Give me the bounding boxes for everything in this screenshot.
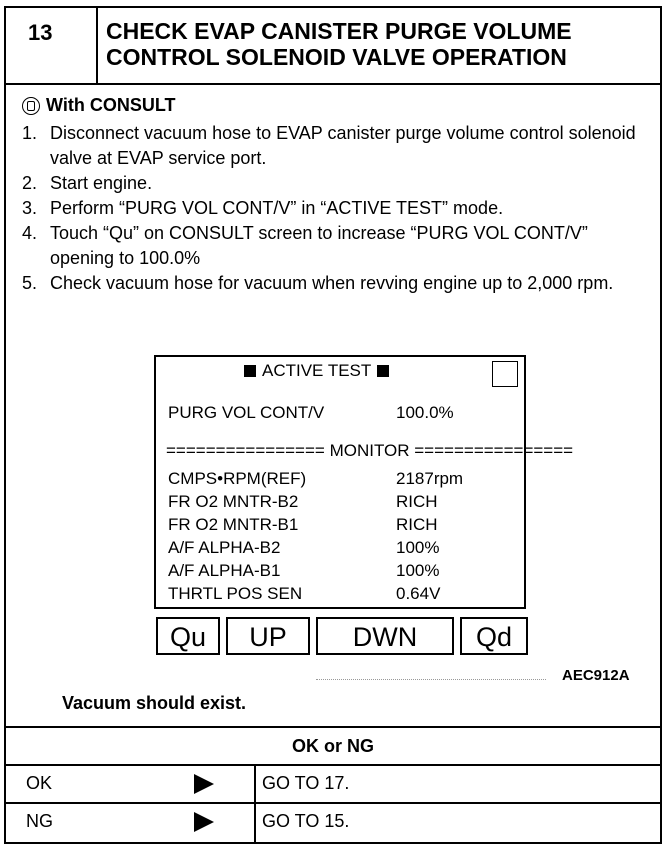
result-row-ok: [6, 766, 660, 804]
result-action: GO TO 15.: [262, 811, 350, 831]
instruction-list: [18, 121, 648, 296]
instruction-text: Touch “Qu” on CONSULT screen to increase “PURG VOL CONT/V” opening to 100.0%: [50, 223, 588, 268]
result-label: OK: [26, 773, 53, 793]
monitor-row: [168, 515, 518, 538]
instruction-number: 4.: [22, 223, 38, 243]
instruction-number: 2.: [22, 173, 38, 193]
instruction-text: Start engine.: [50, 173, 153, 193]
monitor-value: 0.64V: [396, 584, 441, 603]
instruction-item: [18, 271, 648, 296]
instruction-text: Perform “PURG VOL CONT/V” in “ACTIVE TEST” mode.: [50, 198, 504, 218]
monitor-key: FR O2 MNTR-B1: [168, 515, 299, 534]
step-header: [6, 8, 660, 85]
monitor-key: A/F ALPHA-B2: [168, 538, 281, 557]
result-row-ng: [6, 804, 660, 842]
expected-result: Vacuum should exist.: [62, 693, 247, 713]
with-consult-heading: [22, 95, 175, 116]
monitor-row: [168, 584, 518, 607]
decision-label: OK or NG: [6, 726, 660, 766]
title-line-2: CONTROL SOLENOID VALVE OPERATION: [106, 44, 567, 70]
instruction-text: Check vacuum hose for vacuum when revving engine up to 2,000 rpm.: [50, 273, 614, 293]
monitor-key: FR O2 MNTR-B2: [168, 492, 299, 511]
qd-button[interactable]: Qd: [460, 617, 528, 655]
square-bullet-icon: [377, 365, 389, 377]
figure-caption-dots: [316, 679, 546, 680]
instruction-item: [18, 121, 648, 171]
monitor-key: THRTL POS SEN: [168, 584, 303, 603]
monitor-value: 100%: [396, 538, 440, 557]
step-body: [6, 85, 660, 725]
consult-button-row: [156, 617, 528, 657]
dwn-button[interactable]: DWN: [316, 617, 454, 655]
arrow-right-icon: [194, 812, 214, 832]
arrow-right-icon: [194, 774, 214, 794]
monitor-row: [168, 492, 518, 515]
instruction-item: [18, 221, 648, 271]
screen-title-text: ACTIVE TEST: [262, 361, 372, 380]
result-label: NG: [26, 811, 53, 831]
divider: [254, 766, 256, 802]
instruction-item: [18, 171, 648, 196]
instruction-number: 5.: [22, 273, 38, 293]
up-button[interactable]: UP: [226, 617, 310, 655]
result-action: GO TO 17.: [262, 773, 350, 793]
monitor-row: [168, 561, 518, 584]
monitor-key: CMPS•RPM(REF): [168, 469, 307, 488]
with-consult-label: With CONSULT: [46, 95, 176, 115]
step-number: 13: [6, 8, 98, 83]
instruction-number: 3.: [22, 198, 38, 218]
screen-title: [244, 361, 389, 381]
monitor-divider: ================ MONITOR ================: [166, 441, 574, 460]
test-item-value: 100.0%: [396, 403, 454, 422]
title-line-1: CHECK EVAP CANISTER PURGE VOLUME: [106, 18, 572, 44]
monitor-value: 100%: [396, 561, 440, 580]
divider: [254, 804, 256, 842]
monitor-row: [168, 469, 518, 492]
qu-button[interactable]: Qu: [156, 617, 220, 655]
monitor-value: RICH: [396, 492, 438, 511]
consult-screen: [154, 355, 574, 609]
instruction-text: Disconnect vacuum hose to EVAP canister purge volume control solenoid valve at EVAP service port.: [50, 123, 636, 168]
monitor-value: 2187rpm: [396, 469, 464, 488]
screen-corner-box: [492, 361, 518, 387]
monitor-key: A/F ALPHA-B1: [168, 561, 281, 580]
monitor-row: [168, 538, 518, 561]
procedure-frame: [4, 6, 662, 844]
instruction-item: [18, 196, 648, 221]
square-bullet-icon: [244, 365, 256, 377]
instruction-number: 1.: [22, 123, 38, 143]
monitor-value: RICH: [396, 515, 438, 534]
test-item-label: PURG VOL CONT/V: [168, 403, 325, 422]
step-title: [106, 18, 654, 70]
figure-code: AEC912A: [562, 667, 630, 684]
consult-icon: [22, 97, 40, 115]
